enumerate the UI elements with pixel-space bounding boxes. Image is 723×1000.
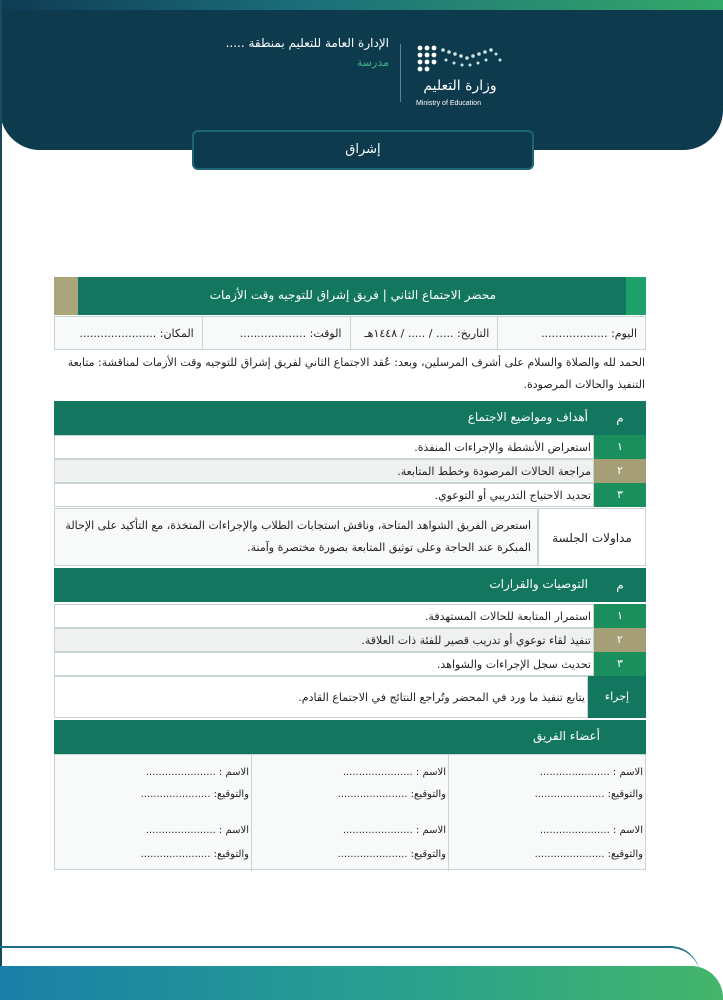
ministry-logo	[412, 42, 512, 112]
minutes-title-bar	[54, 277, 646, 315]
member-name-field[interactable]: الاسم : ......................	[145, 825, 249, 836]
ministry-dots-icon	[412, 42, 508, 76]
deliberations-text: استعرض الفريق الشواهد المتاحة، وناقش استجابات الطلاب والإجراءات المتخذة، مع التأكيد على الإحالة المبكرة عند الحاجة وعلى توثيق المتابعة بصورة مختصرة وآمنة.	[54, 508, 538, 566]
member-signature-field[interactable]: والتوقيع: ......................	[337, 789, 446, 800]
member-signature-field[interactable]: والتوقيع: ......................	[140, 849, 249, 860]
objective-text: استعراض الأنشطة والإجراءات المنفذة.	[54, 435, 594, 459]
recommendation-num: ٢	[594, 628, 646, 652]
members-grid	[54, 754, 646, 870]
school-label: مدرسة	[356, 56, 389, 69]
page-left-border	[0, 0, 2, 1000]
minutes-title: محضر الاجتماع الثاني | فريق إشراق للتوجيه وقت الأزمات	[209, 288, 496, 302]
members-column	[448, 755, 645, 871]
member-signature-field[interactable]: والتوقيع: ......................	[337, 849, 446, 860]
members-column	[54, 755, 251, 871]
recommendation-text: تحديث سجل الإجراءات والشواهد.	[54, 652, 594, 676]
member-name-field[interactable]: الاسم : ......................	[342, 767, 446, 778]
member-name-field[interactable]: الاسم : ......................	[539, 825, 643, 836]
member-name-field[interactable]: الاسم : ......................	[145, 767, 249, 778]
recommendation-row	[54, 628, 646, 652]
deliberations-label: مداولات الجلسة	[538, 508, 646, 566]
header-banner	[0, 10, 723, 150]
top-stripe	[0, 0, 723, 10]
members-column	[251, 755, 448, 871]
objectives-title: أهداف ومواضيع الاجتماع	[467, 410, 588, 424]
member-signature-field[interactable]: والتوقيع: ......................	[140, 789, 249, 800]
day-field[interactable]: اليوم: ...................	[497, 317, 645, 349]
recommendations-num-header: م	[616, 578, 624, 592]
recommendation-row	[54, 604, 646, 628]
intro-paragraph: الحمد لله والصلاة والسلام على أشرف المرسلين، وبعد: عُقد الاجتماع الثاني لفريق إشراق للتوجيه وقت الأزمات لمناقشة: متابعة التنفيذ والحالات المرصودة.	[67, 356, 645, 391]
recommendation-row	[54, 652, 646, 676]
objective-num: ٣	[594, 483, 646, 507]
members-title: أعضاء الفريق	[532, 729, 600, 743]
title-left-accent	[54, 277, 78, 315]
date-field[interactable]: التاريخ: ..... / ..... / ١٤٤٨هـ	[350, 317, 498, 349]
objective-num: ١	[594, 435, 646, 459]
recommendation-text: استمرار المتابعة للحالات المستهدفة.	[54, 604, 594, 628]
objective-text: مراجعة الحالات المرصودة وخطط المتابعة.	[54, 459, 594, 483]
deliberations-block	[54, 508, 646, 566]
members-header	[54, 720, 646, 754]
bottom-band-decoration	[0, 966, 723, 1000]
follow-up-text: يتابع تنفيذ ما ورد في المحضر وتُراجع النتائج في الاجتماع القادم.	[54, 676, 588, 718]
follow-up-block	[54, 676, 646, 718]
objective-row	[54, 459, 646, 483]
member-signature-field[interactable]: والتوقيع: ......................	[534, 789, 643, 800]
meeting-info-row	[54, 316, 646, 350]
recommendation-num: ٣	[594, 652, 646, 676]
member-name-field[interactable]: الاسم : ......................	[342, 825, 446, 836]
member-name-field[interactable]: الاسم : ......................	[539, 767, 643, 778]
recommendations-header	[54, 568, 646, 602]
member-signature-field[interactable]: والتوقيع: ......................	[534, 849, 643, 860]
follow-up-label: إجراء	[588, 676, 646, 718]
logo-arabic-text: وزارة التعليم	[423, 78, 497, 94]
objective-text: تحديد الاحتياج التدريبي أو التوعوي.	[54, 483, 594, 507]
ishraq-tab: إشراق	[192, 130, 534, 170]
objective-row	[54, 483, 646, 507]
recommendation-text: تنفيذ لقاء توعوي أو تدريب قصير للفئة ذات العلاقة.	[54, 628, 594, 652]
place-field[interactable]: المكان: ......................	[55, 317, 202, 349]
objective-row	[54, 435, 646, 459]
objective-num: ٢	[594, 459, 646, 483]
recommendations-title: التوصيات والقرارات	[489, 577, 588, 591]
recommendation-num: ١	[594, 604, 646, 628]
objectives-header	[54, 401, 646, 435]
title-right-accent	[626, 277, 646, 315]
logo-english-text: Ministry of Education	[416, 100, 481, 107]
objectives-num-header: م	[616, 411, 624, 425]
admin-title: الإدارة العامة للتعليم بمنطقة .....	[225, 36, 389, 50]
logo-divider	[400, 44, 401, 102]
time-field[interactable]: الوقت: ...................	[202, 317, 350, 349]
